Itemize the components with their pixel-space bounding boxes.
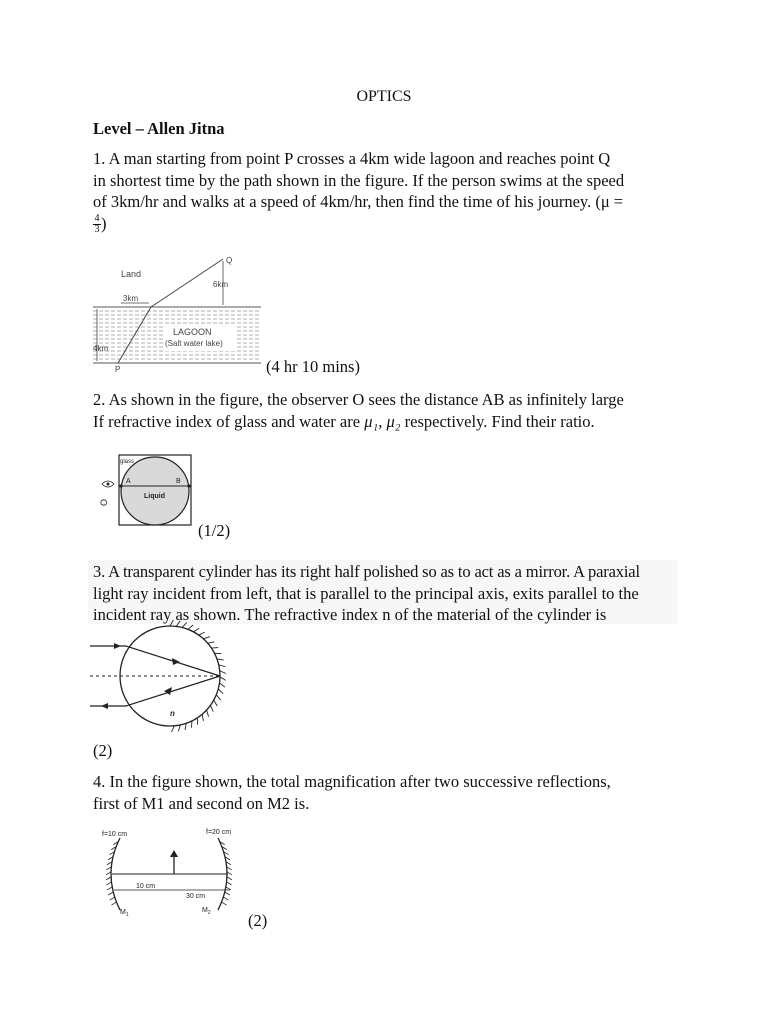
point-b-label: B [176,478,181,485]
emergent-arrow-icon [101,703,108,709]
question-1-line: of 3km/hr and walks at a speed of 4km/hr, then find the time of his journey. (μ = [93,192,624,211]
mirror-m1-label: $M_1$ [120,909,129,918]
fraction-close-paren: ) [101,213,107,233]
question-3-line: 3. A transparent cylinder has its right half polished so as to act as a mirror. A paraxial [93,562,640,581]
question-1-text [93,148,713,235]
four-km-label: 4km [93,344,109,353]
glass-sphere-figure [92,454,194,528]
observer-label: O [99,498,109,506]
lagoon-figure [93,253,261,373]
distance-30cm-label: 30 cm [186,893,206,900]
salt-water-label: (Salt water lake) [165,339,223,348]
question-2-line-part: respectively. Find their ratio. [400,411,595,431]
question-2-line-part: If refractive index of glass and water are [93,411,365,431]
question-1-line: in shortest time by the path shown in the figure. If the person swims at the speed [93,170,625,190]
point-a-label: A [126,478,131,485]
cylinder-mirror-figure [90,624,232,730]
fraction-numerator: 4 [94,213,100,225]
mirror-m1-hatching [106,842,118,905]
question-3-line: light ray incident from left, that is parallel to the principal axis, exits parallel to the [93,583,639,603]
glass-label: glass [120,459,135,465]
incident-arrow-icon [114,643,121,649]
land-label: Land [121,269,142,279]
mu-fraction [93,214,101,235]
point-b [187,484,190,487]
lagoon-label: LAGOON [173,327,212,337]
mirror-m2-label: $M_2$ [202,907,211,916]
question-3-text [93,561,683,626]
question-3-line: incident ray as shown. The refractive index n of the material of the cylinder is [93,605,607,624]
question-1-line: 1. A man starting from point P crosses a 4km wide lagoon and reaches point Q [93,149,611,168]
question-2-answer: (1/2) [198,521,231,540]
focal-length-m1: f=10 cm [102,831,128,838]
point-p-label: P [115,365,121,374]
fraction-denominator: 3 [94,224,100,236]
liquid-label: Liquid [144,493,165,500]
two-mirror-figure [98,826,246,918]
level-heading: Level – Allen Jitna [93,119,225,138]
question-3-answer: (2) [93,741,113,760]
refractive-index-label: n [170,709,175,718]
question-4-answer: (2) [248,911,268,930]
distance-10cm-label: 10 cm [136,883,156,890]
object-arrow-icon [170,850,178,857]
mirror-m2-hatching [220,842,232,905]
liquid-sphere [121,457,189,525]
mu-symbols: μ₁, μ₂ [364,411,401,431]
page-title: OPTICS [356,88,412,105]
question-1-fraction-line [93,213,713,236]
point-a [119,484,122,487]
question-2-line: 2. As shown in the figure, the observer O sees the distance AB as infinitely large [93,390,624,409]
six-km-label: 6km [213,280,229,289]
question-4-line: first of M1 and second on M2 is. [93,793,310,813]
question-4-text [93,771,713,814]
focal-length-m2: f=20 cm [206,829,232,836]
three-km-label: 3km [123,294,139,303]
question-4-line: 4. In the figure shown, the total magnification after two successive reflections, [93,772,611,791]
point-q-label: Q [226,256,233,265]
eye-icon [102,481,114,487]
question-1-answer: (4 hr 10 mins) [266,357,360,376]
question-2-line [93,411,713,433]
question-2-text [93,389,713,432]
